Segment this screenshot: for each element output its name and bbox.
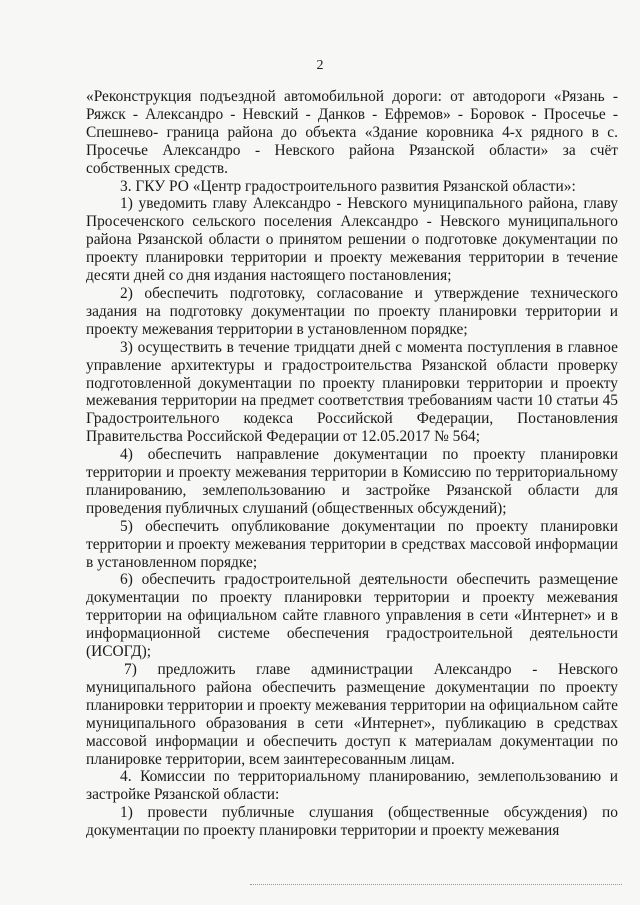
paragraph-3-6: 6) обеспечить градостроительной деятельности обеспечить размещение документации по проекту планировки территории и проекту межевания территории на официальном сайте главного управления в сети «Интернет» и в информационной системе обеспечения градостроительной деятельности (ИСОГД); xyxy=(86,571,618,661)
paragraph-3-3: 3) осуществить в течение тридцати дней с момента поступления в главное управление архитектуры и градостроительства Рязанской области проверку подготовленной документации по проекту планировки территории и проекту межевания территории на предмет соответствия требованиям части 10 статьи 45 Градостроительного кодекса Российской Федерации, Постановления Правительства Российской Федерации от 12.05.2017 № 564; xyxy=(86,338,618,446)
paragraph-3-2: 2) обеспечить подготовку, согласование и утверждение технического задания на подготовку документации по проекту планировки территории и проекту межевания территории в установленном порядке; xyxy=(86,284,618,338)
paragraph-item-4: 4. Комиссии по территориальному планированию, землепользованию и застройке Рязанской области: xyxy=(86,768,618,804)
paragraph-item-3: 3. ГКУ РО «Центр градостроительного развития Рязанской области»: xyxy=(120,177,576,195)
paragraph-3-5: 5) обеспечить опубликование документации по проекту планировки территории и проекту межевания территории в средствах массовой информации в установленном порядке; xyxy=(86,517,618,571)
footer-divider xyxy=(250,884,622,885)
paragraph-3-7: 7) предложить главе администрации Александро - Невского муниципального района обеспечить размещение документации по проекту планировки территории и проекту межевания территории на официальном сайте муниципального образования в сети «Интернет», публикацию в средствах массовой информации и обеспечить доступ к материалам документации по планировке территории, всем заинтересованным лицам. xyxy=(86,661,618,768)
paragraph-3-4: 4) обеспечить направление документации по проекту планировки территории и проекту межевания территории в Комиссию по территориальному планированию, землепользованию и застройке Рязанской области для проведения публичных слушаний (общественных обсуждений); xyxy=(86,446,618,517)
paragraph-reconstruction: «Реконструкция подъездной автомобильной дороги: от автодороги «Рязань - Ряжск - Александро - Невский - Данков - Ефремов» - Боровок - Просечье - Спешнево- граница района до объекта «Здание коровника 4-х рядного в с. Просечье Александро - Невского района Рязанской области» за счёт собственных средств. xyxy=(86,88,618,177)
page-number: 2 xyxy=(316,58,324,73)
document-body xyxy=(86,88,618,840)
paragraph-4-1: 1) провести публичные слушания (общественные обсуждения) по документации по проекту планировки территории и проекту межевания xyxy=(86,804,618,840)
paragraph-3-1: 1) уведомить главу Александро - Невского муниципального района, главу Просеченского сельского поселения Александро - Невского муниципального района Рязанской области о принятом решении о подготовке документации по проекту планировки территории и проекту межевания территории в течение десяти дней со дня издания настоящего постановления; xyxy=(86,195,618,285)
